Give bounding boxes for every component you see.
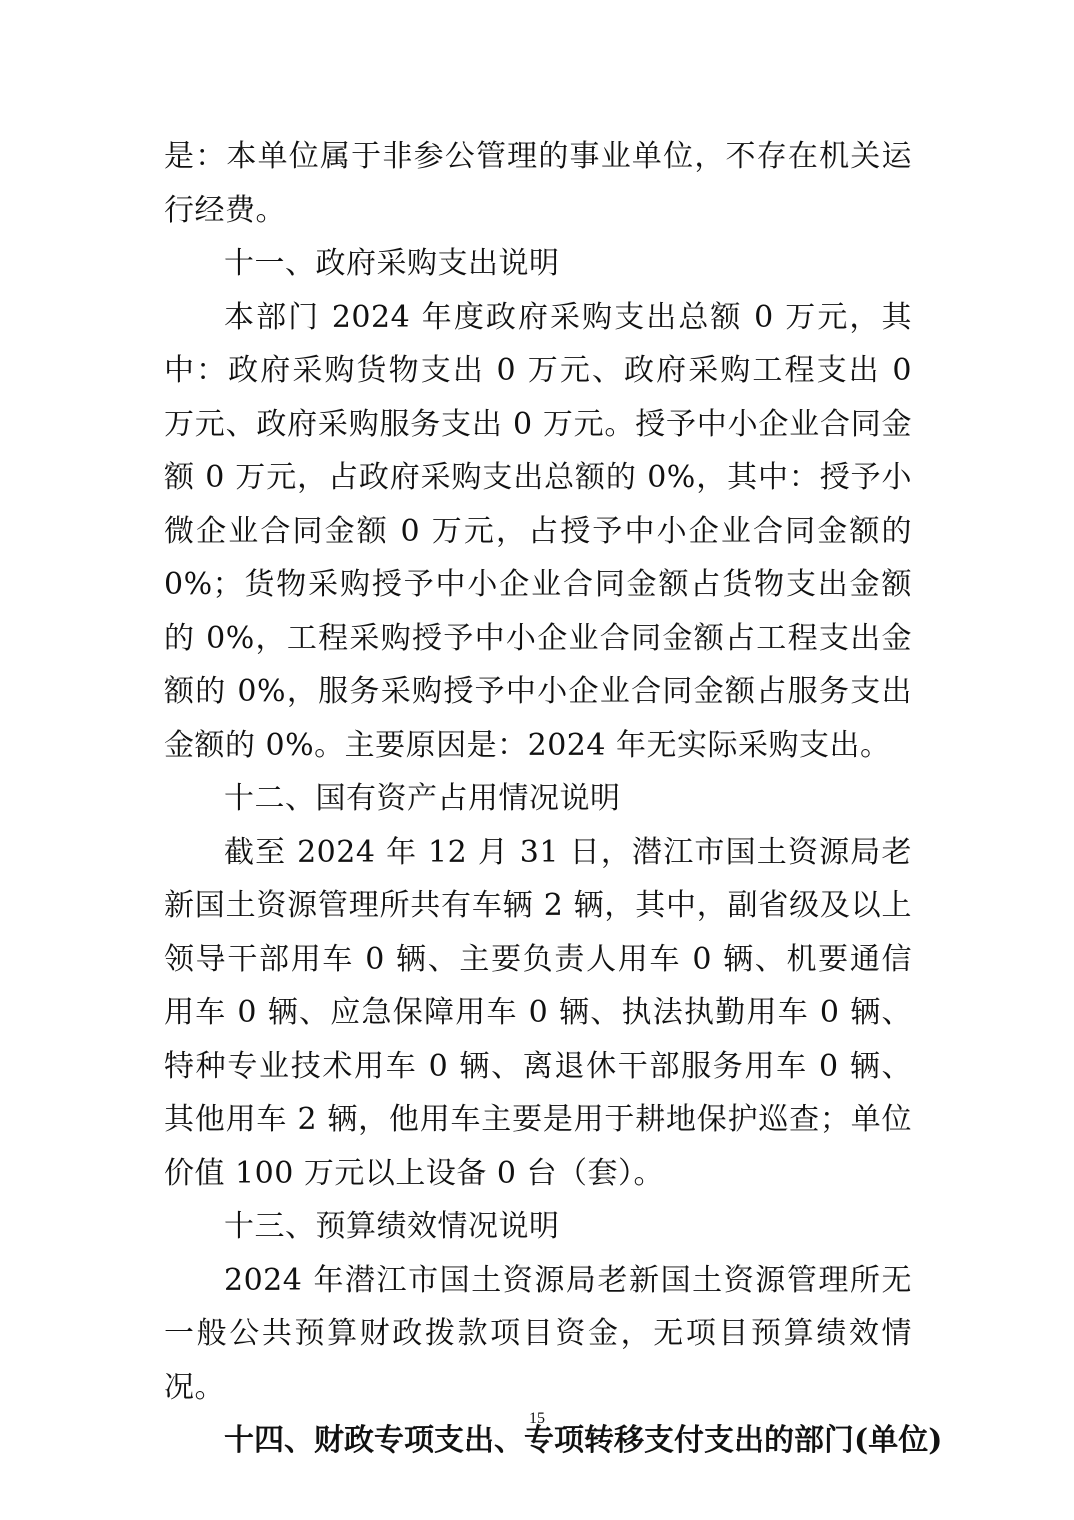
section-heading-14: 十四、财政专项支出、专项转移支付支出的部门(单位) (224, 1423, 943, 1458)
paragraph-performance: 2024 年潜江市国土资源局老新国土资源管理所无一般公共预算财政拨款项目资金，无项目预算绩效情况。 (164, 1262, 912, 1405)
paragraph-procurement: 本部门 2024 年度政府采购支出总额 0 万元，其中：政府采购货物支出 0 万元、政府采购工程支出 0 万元、政府采购服务支出 0 万元。授予中小企业合同金额 0 万元，占政府采购支出总额的 0%，其中：授予小微企业合同金额 0 万元，占授予中小企业合同金额的 0%；货物采购授予中小企业合同金额占货物支出金额的 0%，工程采购授予中小企业合同金额占工程支出金额的 0%，服务采购授予中小企业合同金额占服务支出金额的 0%。主要原因是：2024 年无实际采购支出。 (164, 299, 912, 763)
section-heading-13: 十三、预算绩效情况说明 (224, 1209, 560, 1244)
section-heading-12: 十二、国有资产占用情况说明 (224, 781, 621, 816)
page-number: 15 (529, 1410, 545, 1427)
document-body (164, 130, 943, 1468)
paragraph-continuation: 是：本单位属于非参公管理的事业单位，不存在机关运行经费。 (164, 139, 912, 228)
paragraph-assets: 截至 2024 年 12 月 31 日，潜江市国土资源局老新国土资源管理所共有车辆 2 辆，其中，副省级及以上领导干部用车 0 辆、主要负责人用车 0 辆、机要通信用车 0 辆、应急保障用车 0 辆、执法执勤用车 0 辆、特种专业技术用车 0 辆、离退休干部服务用车 0 辆、其他用车 2 辆，他用车主要是用于耕地保护巡查；单位价值 100 万元以上设备 0 台（套）。 (164, 834, 912, 1191)
section-heading-11: 十一、政府采购支出说明 (224, 246, 560, 281)
